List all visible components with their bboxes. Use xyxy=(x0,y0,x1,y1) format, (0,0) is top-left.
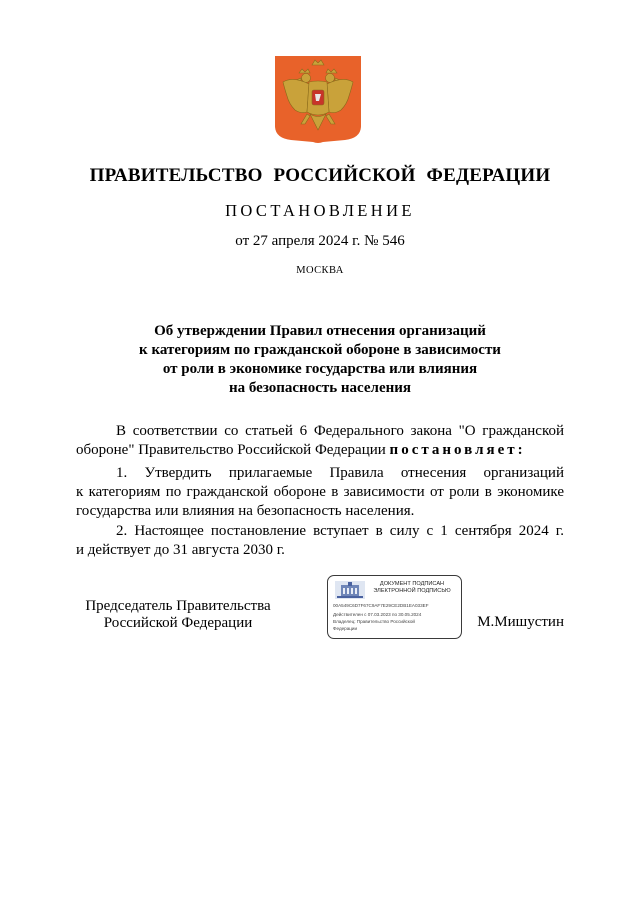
signatory-position: Российской Федерации xyxy=(103,615,253,631)
stamp-owner: Федерации xyxy=(333,626,358,631)
electronic-signature-stamp xyxy=(327,575,462,639)
paragraph-line: к категориям по гражданской обороне в зависимости от роли в экономике xyxy=(76,484,564,500)
title-line: от роли в экономике государства или влияния xyxy=(162,361,478,377)
stamp-header xyxy=(366,581,458,595)
stamp-owner: Владелец: Правительство Российской xyxy=(333,619,415,624)
decree-word: постановляет: xyxy=(389,442,526,458)
government-building-icon xyxy=(335,581,365,599)
stamp-header-line: ЭЛЕКТРОННОЙ ПОДПИСЬЮ xyxy=(373,588,451,594)
document-date-number: от 27 апреля 2024 г. № 546 xyxy=(235,233,405,249)
stamp-validity: Действителен с 07.03.2023 по 30.05.2024 xyxy=(333,612,422,617)
paragraph-line: 2. Настоящее постановление вступает в силу с 1 сентября 2024 г. xyxy=(116,523,564,539)
document-city: МОСКВА xyxy=(296,265,344,276)
coat-of-arms-icon xyxy=(275,56,361,144)
stamp-serial: 00A549C6D7F67C9AF7E29CE2DB1EA033EF xyxy=(333,603,429,608)
title-line: к категориям по гражданской обороне в зависимости xyxy=(139,342,501,358)
signatory-position: Председатель Правительства xyxy=(85,598,271,614)
paragraph-line xyxy=(76,441,564,459)
paragraph-line: 1. Утвердить прилагаемые Правила отнесения организаций xyxy=(116,465,564,481)
government-name: ПРАВИТЕЛЬСТВО РОССИЙСКОЙ ФЕДЕРАЦИИ xyxy=(89,165,551,186)
title-line: Об утверждении Правил отнесения организаций xyxy=(154,323,486,339)
paragraph-line: государства или влияния на безопасность населения. xyxy=(76,503,415,519)
stamp-header-line: ДОКУМЕНТ ПОДПИСАН xyxy=(379,581,445,587)
paragraph-line: В соответствии со статьей 6 Федерального закона "О гражданской xyxy=(116,423,564,439)
paragraph-text: обороне" Правительство Российской Федерации xyxy=(76,442,390,458)
paragraph-line: и действует до 31 августа 2030 г. xyxy=(76,542,285,558)
signatory-name: М.Мишустин xyxy=(477,614,564,630)
document-type: ПОСТАНОВЛЕНИЕ xyxy=(225,201,415,220)
title-line: на безопасность населения xyxy=(228,380,412,396)
